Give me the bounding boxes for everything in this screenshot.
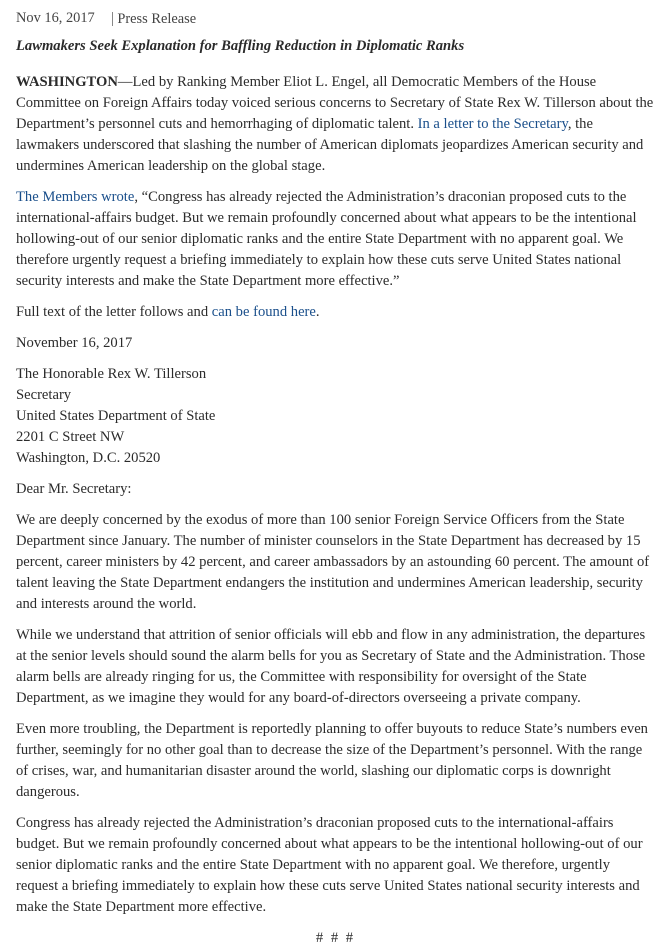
address-line: Washington, D.C. 20520 (16, 450, 161, 466)
quote-paragraph (16, 187, 655, 292)
quote-text: , “Congress has already rejected the Administration’s draconian proposed cuts to the international-affairs budget. But we remain profoundly concerned about what appears to be the intentional hollowing-out of our senior diplomatic ranks and the entire State Department with no apparent goal. We therefore urgently request a briefing immediately to explain how these cuts serve United States national security interests and make the State Department more effective.” (16, 189, 637, 289)
article-meta (16, 6, 655, 30)
address-line: The Honorable Rex W. Tillerson (16, 366, 207, 382)
fulltext-end: . (315, 304, 320, 320)
address-line: United States Department of State (16, 408, 216, 424)
letter-paragraph: We are deeply concerned by the exodus of more than 100 senior Foreign Service Officers from the State Department since January. The number of minister counselors in the State Department has decreased by 15 percent, career ministers by 42 percent, and career ambassadors by an astounding 60 percent. The amount of talent leaving the State Department endangers the institution and undermines American leadership, security and interests around the world. (16, 512, 650, 612)
salutation: Dear Mr. Secretary: (16, 481, 132, 497)
intro-paragraph (16, 72, 655, 177)
article-category: Press Release (112, 12, 196, 26)
article-headline: Lawmakers Seek Explanation for Baffling Reduction in Diplomatic Ranks (16, 38, 465, 54)
publish-date: Nov 16, 2017 (16, 10, 95, 26)
address-line: Secretary (16, 387, 72, 403)
letter-date: November 16, 2017 (16, 335, 133, 351)
end-mark: # # # (315, 930, 356, 946)
address-line: 2201 C Street NW (16, 429, 125, 445)
fulltext-paragraph (16, 302, 655, 323)
fulltext-text: Full text of the letter follows and (16, 304, 212, 320)
recipient-address (16, 364, 655, 469)
dateline: WASHINGTON (16, 74, 118, 90)
intro-text-b: , the lawmakers underscored that slashing the number of American diplomats jeopardizes American security and undermines American leadership on the global stage. (16, 116, 644, 174)
letter-paragraph: Congress has already rejected the Administration’s draconian proposed cuts to the international-affairs budget. But we remain profoundly concerned about what appears to be the intentional hollowing-out of our senior diplomatic ranks and the entire State Department with no apparent goal. We therefore, urgently request a briefing immediately to explain how these cuts serve United States national security interests and make the State Department more effective. (16, 815, 643, 915)
letter-paragraph: Even more troubling, the Department is reportedly planning to offer buyouts to reduce State’s numbers even further, seemingly for no other goal than to decrease the size of the Department’s personnel. With the range of crises, war, and humanitarian disaster around the world, slashing our diplomatic corps is downright dangerous. (16, 721, 648, 800)
letter-link[interactable]: In a letter to the Secretary (417, 116, 568, 132)
letter-paragraph: While we understand that attrition of senior officials will ebb and flow in any administration, the departures at the senior levels should sound the alarm bells for you as Secretary of State and the Administration. Those alarm bells are already ringing for us, the Committee with responsibility for oversight of the State Department, as we imagine they would for any board-of-directors overseeing a private company. (16, 627, 646, 706)
members-wrote-link[interactable]: The Members wrote (16, 189, 135, 205)
found-here-link[interactable]: can be found here (211, 304, 316, 320)
intro-text-a: —Led by Ranking Member Eliot L. Engel, all Democratic Members of the House Committee on Foreign Affairs today voiced serious concerns to Secretary of State Rex W. Tillerson about the Department’s personnel cuts and hemorrhaging of diplomatic talent. (16, 74, 654, 132)
